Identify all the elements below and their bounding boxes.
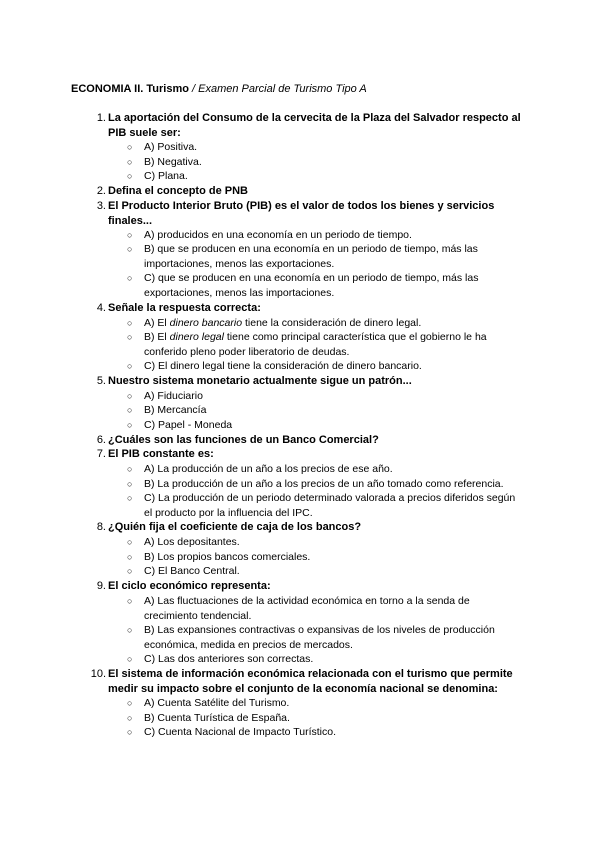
bullet-icon: ○: [127, 361, 133, 371]
question-text: La aportación del Consumo de la cervecita de la Plaza del Salvador respecto al PIB suele ser:: [108, 112, 521, 139]
question-number: 10.: [90, 668, 106, 680]
question-text: El Producto Interior Bruto (PIB) es el valor de todos los bienes y servicios finales...: [108, 200, 495, 227]
bullet-icon: ○: [127, 318, 133, 328]
question-text: ¿Quién fija el coeficiente de caja de los bancos?: [108, 521, 362, 533]
bullet-icon: ○: [127, 566, 133, 576]
bullet-icon: ○: [127, 332, 133, 342]
bullet-icon: ○: [127, 171, 133, 181]
question-number: 6.: [96, 434, 106, 446]
question-text: El PIB constante es:: [108, 448, 214, 460]
bullet-icon: ○: [127, 157, 133, 167]
bullet-icon: ○: [127, 244, 133, 254]
question-text: ¿Cuáles son las funciones de un Banco Comercial?: [108, 434, 379, 446]
document-header: [71, 82, 367, 96]
question-number: 8.: [96, 521, 106, 533]
exam-page: ECONOMIA II. Turismo / Examen Parcial de Turismo Tipo A 1. La aportación del Consumo de la cervecita de la Plaza del Salvador respecto al PIB suele ser: ○ A) Positiva. ○ B) Negativa. ○ C) Plana. 2. Defina el concepto de PNB 3. El Producto Interior Bruto (PIB) es el valor de todos los bienes y servicios finales... ○ A) producidos en una economía en un periodo de tiempo. ○ B) que se producen en una economía en un periodo de tiempo, más las importaciones, menos las exportaciones. ○ C) que se producen en una economía en un periodo de tiempo, más las exportaciones, menos las importaciones. 4. Señale la respuesta correcta: ○ A) El dinero bancario tiene la consideración de dinero legal. ○ B) El dinero legal tiene como principal característica que el gobierno le ha conferido pleno poder liberatorio de deudas. ○ C) El dinero legal tiene la consideración de dinero bancario. 5. Nuestro sistema monetario actualmente sigue un patrón... ○ A) Fiduciario ○ B) Mercancía ○ C) Papel - Moneda 6. ¿Cuáles son las funciones de un Banco Comercial? 7. El PIB constante es: ○ A) La producción de un año a los precios de ese año. ○ B) La producción de un año a los precios de un año tomado como referencia. ○ C) La producción de un periodo determinado valorada a precios diferidos según el producto por la influencia del IPC. 8. ¿Quién fija el coeficiente de caja de los bancos? ○ A) Los depositantes. ○ B) Los propios bancos comerciales. ○ C) El Banco Central. 9. El ciclo económico representa: ○ A) Las fluctuaciones de la actividad económica en torno a la senda de crecimiento tendencial. ○ B) Las expansiones contractivas o expansivas de los niveles de producción económica, medida en precios de mercados. ○ C) Las dos anteriores son correctas. 10. El sistema de información económica relacionada con el turismo que permite medir su impacto sobre el conjunto de la economía nacional se denomina: ○ A) Cuenta Satélite del Turismo. ○ B) Cuenta Turística de España. ○ C) Cuenta Nacional de Impacto Turístico.: [0, 0, 600, 848]
bullet-icon: ○: [127, 537, 133, 547]
bullet-icon: ○: [127, 464, 133, 474]
bullet-icon: ○: [127, 727, 133, 737]
question-number: 1.: [96, 112, 106, 124]
question-number: 7.: [96, 448, 106, 460]
question-text: Defina el concepto de PNB: [108, 185, 248, 197]
question-number: 9.: [96, 580, 106, 592]
bullet-icon: ○: [127, 479, 133, 489]
header-title: ECONOMIA II. Turismo: [71, 83, 189, 95]
bullet-icon: ○: [127, 391, 133, 401]
bullet-icon: ○: [127, 552, 133, 562]
bullet-icon: ○: [127, 405, 133, 415]
question-text: El sistema de información económica relacionada con el turismo que permite medir su impacto sobre el conjunto de la economía nacional se denomina:: [108, 668, 513, 695]
question-text: Señale la respuesta correcta:: [108, 302, 261, 314]
bullet-icon: ○: [127, 142, 133, 152]
bullet-icon: ○: [127, 420, 133, 430]
bullet-icon: ○: [127, 625, 133, 635]
bullet-icon: ○: [127, 493, 133, 503]
bullet-icon: ○: [127, 596, 133, 606]
bullet-icon: ○: [127, 698, 133, 708]
bullet-icon: ○: [127, 230, 133, 240]
question-number: 2.: [96, 185, 106, 197]
question-text: El ciclo económico representa:: [108, 580, 271, 592]
bullet-icon: ○: [127, 654, 133, 664]
header-subtitle: / Examen Parcial de Turismo Tipo A: [192, 83, 367, 95]
question-number: 3.: [96, 200, 106, 212]
question-number: 5.: [96, 375, 106, 387]
bullet-icon: ○: [127, 713, 133, 723]
question-text: Nuestro sistema monetario actualmente sigue un patrón...: [108, 375, 412, 387]
question-number: 4.: [96, 302, 106, 314]
bullet-icon: ○: [127, 273, 133, 283]
